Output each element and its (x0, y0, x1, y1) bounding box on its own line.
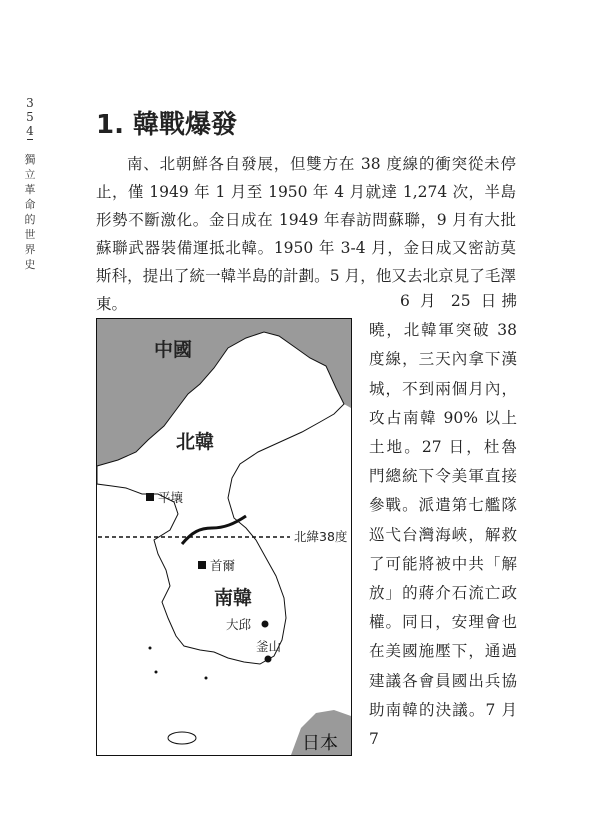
daegu-label: 大邱 (226, 617, 252, 632)
south-korea-label: 南韓 (214, 587, 253, 609)
page-number-digit: 5 (26, 110, 34, 124)
pyongyang-label: 平壤 (158, 490, 184, 505)
japan-label: 日本 (302, 733, 338, 754)
korea-map (96, 318, 352, 756)
page-number-digit: 3 (26, 96, 34, 110)
parallel-38-label: 北緯38度 (294, 529, 348, 544)
body-paragraph-wrapped (369, 287, 517, 754)
daegu-marker (262, 621, 269, 628)
seoul-marker (198, 561, 206, 569)
pyongyang-marker (146, 493, 154, 501)
north-korea-label: 北韓 (176, 431, 215, 453)
china-label: 中國 (154, 339, 193, 361)
busan-label: 釜山 (256, 639, 282, 654)
page-divider (27, 139, 33, 140)
page-number (20, 96, 40, 138)
section-heading: 1. 韓戰爆發 (96, 110, 238, 140)
paragraph-text: 6 月 25 日拂曉，北韓軍突破 38 度線，三天內拿下漢城，不到兩個月內，攻占南韓 90% 以上土地。27 日，杜魯門總統下令美軍直接參戰。派遣第七艦隊巡弋台灣海峽，解救了可能將被中共「解放」的蔣介石流亡政權。同日，安理會也在美國施壓下，通過建議各會員國出兵協助南韓的決議。7 月 7 (369, 292, 517, 749)
busan-marker (265, 656, 272, 663)
running-book-title: 獨立革命的世界史 (24, 153, 36, 271)
seoul-label: 首爾 (210, 558, 236, 573)
jeju-island (168, 732, 196, 744)
paragraph-text: 南、北朝鮮各自發展，但雙方在 38 度線的衝突從未停止，僅 1949 年 1 月至 1950 年 4 月就達 1,274 次，半島形勢不斷激化。金日成在 1949 年春訪問蘇聯，9 月有大批蘇聯武器裝備運抵北韓。1950 年 3-4 月，金日成又密訪莫斯科，提出了統一韓半島的計劃。5 月，他又去北京見了毛澤東。 (96, 155, 516, 313)
page-number-digit: 4 (26, 124, 34, 138)
